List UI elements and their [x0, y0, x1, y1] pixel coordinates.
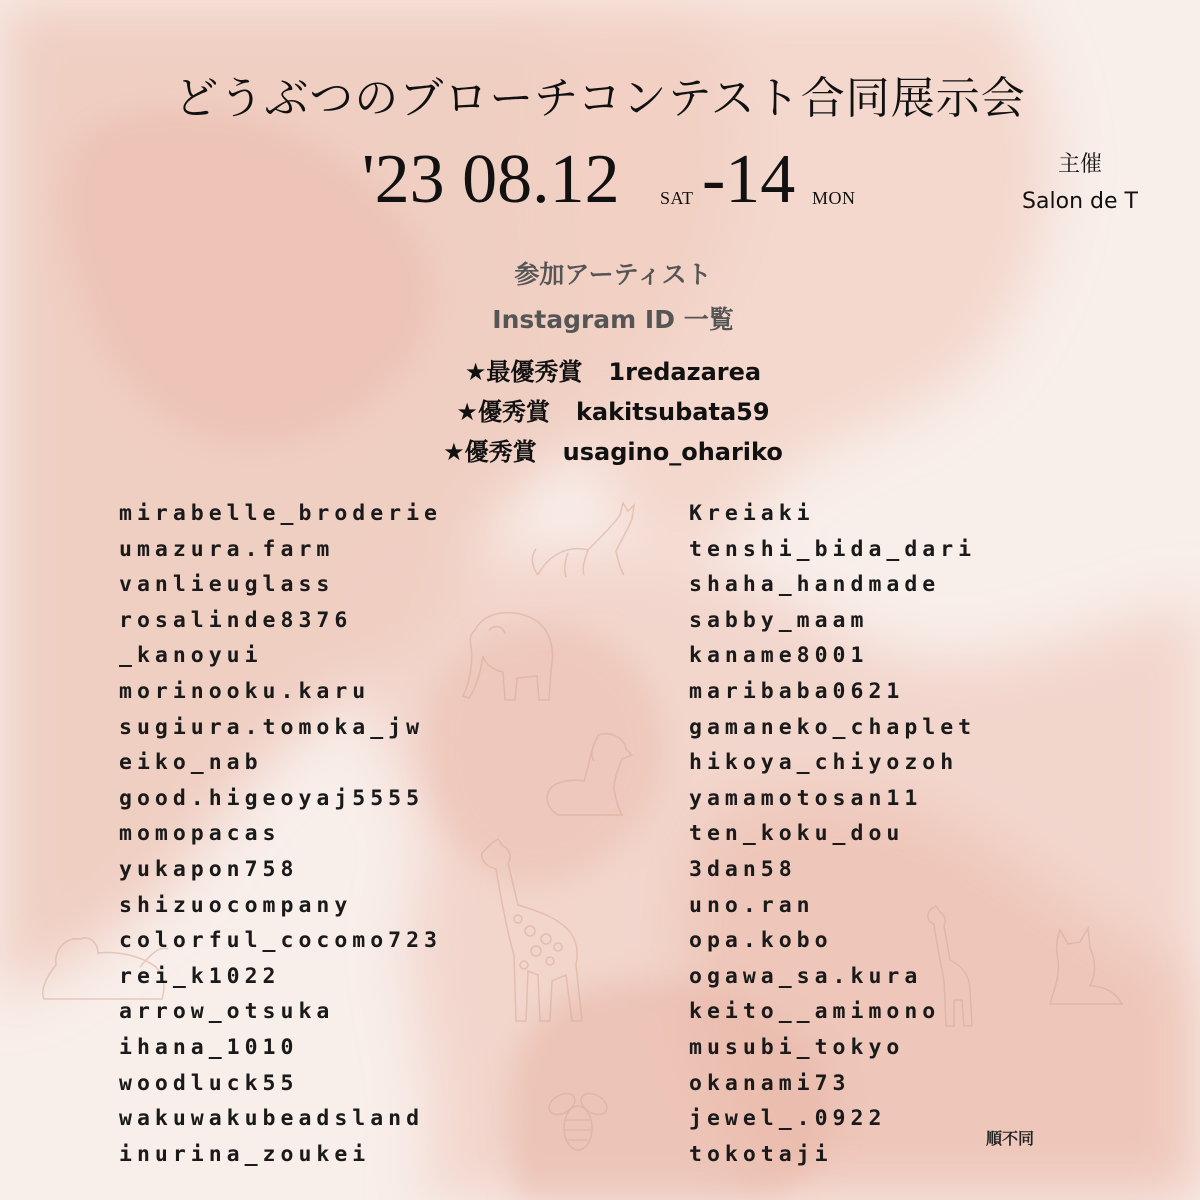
date-start: '23 08.12: [362, 141, 620, 218]
date-end: -14: [702, 141, 796, 218]
artist-id: jewel_.0922: [689, 1106, 887, 1132]
artist-id: sabby_maam: [689, 607, 869, 633]
bee-icon: [538, 1080, 618, 1160]
artist-id: gamaneko_chaplet: [689, 714, 977, 740]
award-prize: ★最優秀賞: [464, 358, 583, 386]
dog-icon: [538, 725, 638, 820]
artist-id: good.higeoyaj5555: [119, 785, 425, 811]
artist-id: rosalinde8376: [119, 607, 353, 633]
artists-heading: 参加アーティスト: [514, 260, 712, 289]
artist-id: colorful_cocomo723: [119, 928, 442, 954]
end-weekday: MON: [812, 188, 856, 208]
award-winner-id: 1redazarea: [608, 358, 762, 386]
award-excellence-1: [0, 392, 1200, 427]
organizer-name: Salon de T: [1022, 189, 1138, 214]
artist-id: eiko_nab: [119, 750, 263, 776]
award-prize: ★優秀賞: [456, 398, 550, 426]
artist-id: ten_koku_dou: [689, 821, 905, 847]
artist-id: arrow_otsuka: [119, 999, 335, 1025]
artist-id: morinooku.karu: [119, 678, 371, 704]
artist-id: 3dan58: [689, 856, 797, 882]
artist-id: rei_k1022: [119, 963, 281, 989]
artist-id: okanami73: [689, 1070, 851, 1096]
artist-id: sugiura.tomoka_jw: [119, 714, 425, 740]
artist-id: vanlieuglass: [119, 572, 335, 598]
event-title: どうぶつのブローチコンテスト合同展示会: [174, 73, 1026, 124]
cat-icon: [528, 495, 648, 585]
artist-id: shizuocompany: [119, 892, 353, 918]
award-excellence-2: [0, 432, 1200, 467]
organizer-label: 主催: [1057, 152, 1102, 177]
artist-id: keito__amimono: [689, 999, 941, 1025]
artist-id: tokotaji: [689, 1141, 833, 1167]
award-winner-id: kakitsubata59: [575, 398, 770, 426]
artist-id: woodluck55: [119, 1070, 299, 1096]
artist-id: tenshi_bida_dari: [689, 536, 977, 562]
artist-id: wakuwakubeadsland: [119, 1106, 425, 1132]
artist-id: momopacas: [119, 821, 281, 847]
artist-id: kaname8001: [689, 643, 869, 669]
artist-id: mirabelle_broderie: [119, 501, 442, 526]
start-weekday: SAT: [660, 188, 694, 208]
artist-id: musubi_tokyo: [689, 1034, 905, 1060]
artist-id: _kanoyui: [119, 643, 263, 669]
fox-icon: [1040, 920, 1130, 1010]
artist-id: opa.kobo: [689, 928, 833, 954]
award-winner-id: usagino_ohariko: [562, 438, 783, 466]
artist-id: shaha_handmade: [689, 572, 941, 598]
artist-id: maribaba0621: [689, 678, 905, 704]
artist-id: yukapon758: [119, 856, 299, 882]
giraffe-icon: [458, 835, 598, 1025]
award-grand-prize: [0, 352, 1200, 387]
artist-id: umazura.farm: [119, 536, 335, 562]
artist-id: Kreiaki: [689, 501, 815, 526]
artist-id: ihana_1010: [119, 1034, 299, 1060]
artist-list-right: [689, 496, 976, 1172]
artist-id: uno.ran: [689, 892, 815, 918]
artist-id: inurina_zoukei: [119, 1141, 371, 1167]
artist-id: ogawa_sa.kura: [689, 963, 923, 989]
artist-list-left: [119, 496, 442, 1172]
elephant-icon: [455, 600, 565, 710]
artist-id: hikoya_chiyozoh: [689, 750, 959, 776]
award-prize: ★優秀賞: [443, 438, 537, 466]
instagram-id-heading: Instagram ID 一覧: [492, 305, 734, 334]
organizer: [1000, 148, 1160, 222]
order-note: 順不同: [986, 1129, 1035, 1148]
artist-id: yamamotosan11: [689, 785, 923, 811]
